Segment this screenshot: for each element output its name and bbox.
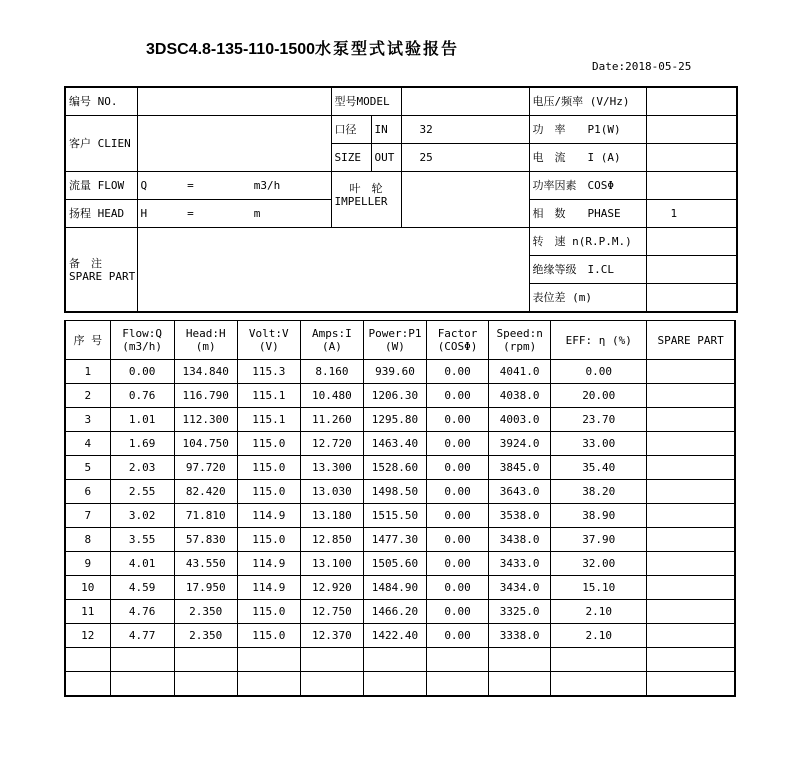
cell-head: 104.750 [174, 432, 237, 456]
empty-cell [489, 648, 551, 672]
cell-volt: 114.9 [237, 504, 300, 528]
cell-seq: 5 [65, 456, 110, 480]
cell-eff: 38.90 [551, 504, 647, 528]
in-label: IN [371, 116, 401, 144]
empty-cell [237, 648, 300, 672]
cell-speed: 4038.0 [489, 384, 551, 408]
pf-value [646, 172, 737, 200]
cell-seq: 6 [65, 480, 110, 504]
cell-amps: 11.260 [300, 408, 363, 432]
cell-power: 1528.60 [363, 456, 426, 480]
empty-cell [65, 648, 110, 672]
remarks-en: SPARE PART [69, 269, 136, 283]
table-row [65, 480, 735, 504]
cell-flow: 4.01 [110, 552, 174, 576]
cell-flow: 4.76 [110, 600, 174, 624]
cell-seq: 3 [65, 408, 110, 432]
col-amps [300, 321, 363, 360]
col-speed-label: Speed:n [496, 327, 543, 340]
col-flow-unit: (m3/h) [122, 340, 162, 353]
empty-cell [110, 672, 174, 697]
cell-factor: 0.00 [427, 528, 489, 552]
cell-volt: 115.0 [237, 432, 300, 456]
cell-seq: 11 [65, 600, 110, 624]
cell-seq: 12 [65, 624, 110, 648]
cell-flow: 1.01 [110, 408, 174, 432]
head-value [137, 200, 331, 228]
col-factor [427, 321, 489, 360]
col-head-label: Head:H [185, 327, 226, 340]
cell-seq: 9 [65, 552, 110, 576]
impeller-label [331, 172, 401, 228]
cell-spare [647, 528, 735, 552]
cell-seq: 10 [65, 576, 110, 600]
table-row [65, 456, 735, 480]
empty-cell [363, 648, 426, 672]
col-amps-label: Amps:I [312, 327, 352, 340]
table-row [65, 576, 735, 600]
report-title-code: 3DSC4.8-135-110-1500 [146, 41, 316, 58]
current-label: 电 流 I (A) [529, 144, 646, 172]
cell-factor: 0.00 [427, 576, 489, 600]
cell-spare [647, 600, 735, 624]
cell-flow: 1.69 [110, 432, 174, 456]
table-row [65, 504, 735, 528]
cell-amps: 13.300 [300, 456, 363, 480]
cell-spare [647, 576, 735, 600]
in-value: 32 [401, 116, 529, 144]
empty-cell [363, 672, 426, 697]
table-row [65, 600, 735, 624]
insulation-label: 绝缘等级 I.CL [529, 256, 646, 284]
table-row [65, 408, 735, 432]
col-flow [110, 321, 174, 360]
cell-factor: 0.00 [427, 624, 489, 648]
empty-cell [65, 672, 110, 697]
empty-cell [174, 648, 237, 672]
cell-eff: 0.00 [551, 360, 647, 384]
cell-eff: 38.20 [551, 480, 647, 504]
cell-volt: 115.1 [237, 384, 300, 408]
cell-amps: 13.030 [300, 480, 363, 504]
cell-power: 939.60 [363, 360, 426, 384]
col-volt-label: Volt:V [248, 327, 289, 340]
cell-factor: 0.00 [427, 408, 489, 432]
empty-cell [300, 648, 363, 672]
impeller-en: IMPELLER [334, 195, 388, 208]
cell-speed: 3845.0 [489, 456, 551, 480]
data-table [64, 320, 736, 697]
remarks-label [65, 228, 137, 313]
cell-eff: 37.90 [551, 528, 647, 552]
empty-row [65, 672, 735, 697]
cell-amps: 13.100 [300, 552, 363, 576]
cell-speed: 3438.0 [489, 528, 551, 552]
cell-speed: 3433.0 [489, 552, 551, 576]
cell-seq: 1 [65, 360, 110, 384]
cell-head: 43.550 [174, 552, 237, 576]
empty-cell [647, 648, 735, 672]
impeller-value [401, 172, 529, 228]
cell-head: 17.950 [174, 576, 237, 600]
head-unit: m [253, 207, 261, 220]
cell-spare [647, 456, 735, 480]
cell-eff: 2.10 [551, 600, 647, 624]
cell-eff: 35.40 [551, 456, 647, 480]
col-flow-label: Flow:Q [122, 327, 162, 340]
cell-volt: 114.9 [237, 552, 300, 576]
remarks-cn: 备 注 [69, 256, 102, 270]
cell-spare [647, 360, 735, 384]
cell-speed: 3538.0 [489, 504, 551, 528]
impeller-cn: 叶 轮 [349, 182, 383, 195]
cell-spare [647, 552, 735, 576]
header-table [64, 86, 738, 313]
cell-flow: 0.76 [110, 384, 174, 408]
cell-seq: 7 [65, 504, 110, 528]
cell-speed: 3434.0 [489, 576, 551, 600]
cell-volt: 115.3 [237, 360, 300, 384]
cell-amps: 13.180 [300, 504, 363, 528]
table-row [65, 432, 735, 456]
empty-cell [237, 672, 300, 697]
cell-flow: 4.77 [110, 624, 174, 648]
table-row [65, 624, 735, 648]
col-eff: EFF: η (%) [551, 321, 647, 360]
cell-speed: 3643.0 [489, 480, 551, 504]
no-value [137, 87, 331, 116]
cell-eff: 23.70 [551, 408, 647, 432]
cell-seq: 2 [65, 384, 110, 408]
cell-spare [647, 408, 735, 432]
model-value [401, 87, 529, 116]
cell-amps: 12.750 [300, 600, 363, 624]
col-volt [237, 321, 300, 360]
cell-amps: 12.850 [300, 528, 363, 552]
cell-speed: 3924.0 [489, 432, 551, 456]
cell-spare [647, 504, 735, 528]
cell-head: 97.720 [174, 456, 237, 480]
flow-equals: = [187, 179, 194, 192]
cell-speed: 3325.0 [489, 600, 551, 624]
cell-power: 1422.40 [363, 624, 426, 648]
cell-eff: 20.00 [551, 384, 647, 408]
cell-speed: 4003.0 [489, 408, 551, 432]
col-factor-unit: (COSΦ) [437, 340, 478, 353]
cell-volt: 114.9 [237, 576, 300, 600]
cell-head: 116.790 [174, 384, 237, 408]
cell-factor: 0.00 [427, 360, 489, 384]
cell-power: 1498.50 [363, 480, 426, 504]
empty-cell [300, 672, 363, 697]
head-label: 扬程 HEAD [65, 200, 137, 228]
out-value: 25 [401, 144, 529, 172]
empty-cell [110, 648, 174, 672]
cell-flow: 3.55 [110, 528, 174, 552]
cell-seq: 8 [65, 528, 110, 552]
voltage-label: 电压/频率 (V/Hz) [529, 87, 646, 116]
cell-flow: 4.59 [110, 576, 174, 600]
cell-power: 1515.50 [363, 504, 426, 528]
cell-spare [647, 624, 735, 648]
col-head-unit: (m) [195, 340, 216, 353]
col-power-unit: (W) [385, 340, 405, 353]
cell-head: 112.300 [174, 408, 237, 432]
cell-amps: 10.480 [300, 384, 363, 408]
voltage-value [646, 87, 737, 116]
cell-volt: 115.0 [237, 456, 300, 480]
pf-label: 功率因素 COSΦ [529, 172, 646, 200]
speed-label: 转 速 n(R.P.M.) [529, 228, 646, 256]
cell-head: 71.810 [174, 504, 237, 528]
cell-power: 1295.80 [363, 408, 426, 432]
cell-volt: 115.0 [237, 600, 300, 624]
cell-eff: 32.00 [551, 552, 647, 576]
col-head [174, 321, 237, 360]
size-label: SIZE [331, 144, 371, 172]
cell-head: 134.840 [174, 360, 237, 384]
report-date: Date:2018-05-25 [592, 60, 692, 73]
cell-power: 1466.20 [363, 600, 426, 624]
cell-eff: 33.00 [551, 432, 647, 456]
cell-amps: 12.720 [300, 432, 363, 456]
flow-label: 流量 FLOW [65, 172, 137, 200]
cell-flow: 2.55 [110, 480, 174, 504]
empty-cell [174, 672, 237, 697]
cell-factor: 0.00 [427, 600, 489, 624]
cell-factor: 0.00 [427, 552, 489, 576]
report-title [146, 36, 459, 59]
client-value [137, 116, 331, 172]
cell-factor: 0.00 [427, 384, 489, 408]
head-symbol: H [140, 207, 148, 220]
model-label: 型号MODEL [331, 87, 401, 116]
col-speed-unit: (rpm) [503, 340, 537, 353]
cell-volt: 115.1 [237, 408, 300, 432]
col-seq: 序 号 [65, 321, 110, 360]
cell-head: 82.420 [174, 480, 237, 504]
cell-power: 1477.30 [363, 528, 426, 552]
flow-value [137, 172, 331, 200]
cell-volt: 115.0 [237, 528, 300, 552]
cell-flow: 2.03 [110, 456, 174, 480]
cell-volt: 115.0 [237, 624, 300, 648]
cell-amps: 12.920 [300, 576, 363, 600]
bore-label: 口径 [331, 116, 371, 144]
cell-power: 1505.60 [363, 552, 426, 576]
empty-row [65, 648, 735, 672]
empty-cell [427, 648, 489, 672]
cell-power: 1206.30 [363, 384, 426, 408]
gauge-diff-label: 表位差 (m) [529, 284, 646, 313]
col-power [363, 321, 426, 360]
no-label: 编号 NO. [65, 87, 137, 116]
col-spare: SPARE PART [647, 321, 735, 360]
col-volt-unit: (V) [258, 340, 279, 353]
flow-symbol: Q [140, 179, 148, 192]
cell-spare [647, 384, 735, 408]
insulation-value [646, 256, 737, 284]
report-title-cn: 水泵型式试验报告 [315, 39, 460, 58]
empty-cell [551, 648, 647, 672]
cell-eff: 2.10 [551, 624, 647, 648]
phase-label: 相 数 PHASE [529, 200, 646, 228]
cell-power: 1463.40 [363, 432, 426, 456]
cell-eff: 15.10 [551, 576, 647, 600]
empty-cell [647, 672, 735, 697]
remarks-value [137, 228, 529, 313]
cell-factor: 0.00 [427, 456, 489, 480]
power-label: 功 率 P1(W) [529, 116, 646, 144]
col-amps-unit: (A) [321, 340, 342, 353]
table-row [65, 552, 735, 576]
power-value [646, 116, 737, 144]
cell-head: 57.830 [174, 528, 237, 552]
cell-flow: 3.02 [110, 504, 174, 528]
cell-factor: 0.00 [427, 480, 489, 504]
cell-amps: 8.160 [300, 360, 363, 384]
flow-unit: m3/h [253, 179, 281, 192]
cell-flow: 0.00 [110, 360, 174, 384]
cell-factor: 0.00 [427, 504, 489, 528]
cell-head: 2.350 [174, 624, 237, 648]
speed-value [646, 228, 737, 256]
gauge-diff-value [646, 284, 737, 313]
out-label: OUT [371, 144, 401, 172]
current-value [646, 144, 737, 172]
table-row [65, 384, 735, 408]
cell-head: 2.350 [174, 600, 237, 624]
empty-cell [551, 672, 647, 697]
cell-amps: 12.370 [300, 624, 363, 648]
table-row [65, 528, 735, 552]
table-row [65, 360, 735, 384]
cell-volt: 115.0 [237, 480, 300, 504]
phase-value: 1 [646, 200, 737, 228]
col-factor-label: Factor [437, 327, 478, 340]
head-equals: = [187, 207, 194, 220]
cell-factor: 0.00 [427, 432, 489, 456]
empty-cell [489, 672, 551, 697]
cell-spare [647, 480, 735, 504]
cell-seq: 4 [65, 432, 110, 456]
col-power-label: Power:P1 [368, 327, 422, 340]
cell-speed: 3338.0 [489, 624, 551, 648]
col-speed [489, 321, 551, 360]
cell-speed: 4041.0 [489, 360, 551, 384]
cell-power: 1484.90 [363, 576, 426, 600]
cell-spare [647, 432, 735, 456]
client-label: 客户 CLIEN [65, 116, 137, 172]
empty-cell [427, 672, 489, 697]
